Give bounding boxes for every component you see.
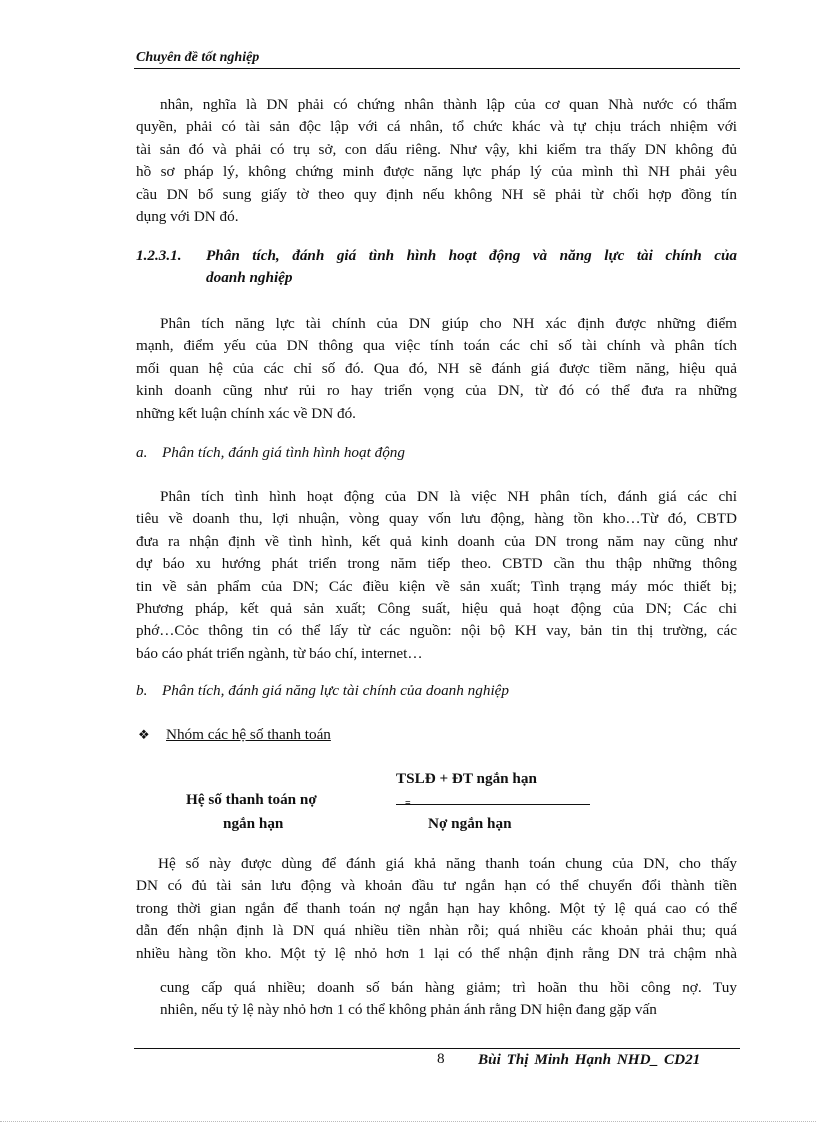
bullet-text: Nhóm các hệ số thanh toán	[166, 726, 331, 743]
text-line: cầu DN bổ sung giấy tờ theo quy định nếu không NH sẽ phải từ chối hợp đồng tín	[136, 185, 737, 203]
formula-equals-sign: =	[405, 798, 411, 809]
section-title-line2: doanh nghiệp	[206, 269, 293, 287]
text-line: phớ…Cỏc thông tin có thể lấy từ các nguồn: nội bộ KH vay, bản tin thị trường, các	[136, 622, 737, 640]
text-line: mạnh, điểm yếu của DN thông qua việc tính toán các chỉ số tài chính và phân tích	[136, 337, 737, 355]
header-rule	[134, 68, 740, 69]
paragraph-financial-capacity	[136, 313, 737, 425]
subsection-title: Phân tích, đánh giá tình hình hoạt động	[162, 444, 405, 461]
bullet-item-payment-ratios	[138, 726, 331, 744]
text-line: dẫn đến nhận định là DN quá nhiều tiền nhàn rỗi; quá nhiều các khoản phải thu; quá	[136, 922, 737, 940]
section-heading-1-2-3-1	[136, 245, 737, 290]
subsection-letter: b.	[136, 682, 148, 699]
fraction-bar	[396, 804, 590, 805]
text-line: kinh doanh cũng như rủi ro hay triển vọng của DN, từ đó có thể đưa ra những	[136, 382, 737, 400]
text-line: đưa ra nhận định về tình hình, kết quả kinh doanh của DN trong năm nay cũng như	[136, 532, 737, 550]
text-line: hồ sơ pháp lý, không chứng minh được năng lực pháp lý của mình thì NH phải yêu	[136, 163, 737, 181]
running-header-title: Chuyên đề tốt nghiệp	[136, 50, 260, 65]
section-title-line1: Phân tích, đánh giá tình hình hoạt động và năng lực tài chính của	[206, 247, 737, 264]
text-line: Phân tích tình hình hoạt động của DN là việc NH phân tích, đánh giá các chỉ	[160, 488, 737, 505]
text-line: nhiều hàng tồn kho. Một tỷ lệ nhỏ hơn 1 lại có thể nhận định rằng DN trả chậm nhà	[136, 944, 737, 962]
text-line: dụng với DN đó.	[136, 208, 239, 226]
subsection-heading-a	[136, 444, 405, 462]
text-line: báo cáo phát triển ngành, từ báo chí, internet…	[136, 644, 423, 662]
subsection-title: Phân tích, đánh giá năng lực tài chính của doanh nghiệp	[162, 682, 510, 699]
text-line: mối quan hệ của các chỉ số đó. Qua đó, NH sẽ đánh giá được tiềm năng, hiệu quả	[136, 359, 737, 377]
page-number: 8	[437, 1050, 445, 1067]
text-line: cung cấp quá nhiều; doanh số bán hàng giảm; trì hoãn thu hồi công nợ. Tuy	[160, 979, 737, 996]
paragraph-ratio-continued	[136, 977, 737, 1022]
text-line: Phân tích năng lực tài chính của DN giúp cho NH xác định được những điểm	[160, 315, 737, 332]
footer-rule	[134, 1048, 740, 1049]
subsection-heading-b	[136, 682, 509, 700]
formula-label-line2: ngắn hạn	[223, 815, 284, 832]
text-line: tin về sản phẩm của DN; Các điều kiện về sản xuất; Tình trạng máy móc thiết bị;	[136, 577, 737, 595]
text-line: DN có đủ tài sản lưu động và khoản đầu tư ngắn hạn có thể chuyển đổi thành tiền	[136, 877, 737, 895]
text-line: tài sản đó và phải có trụ sở, con dấu riêng. Như vậy, khi kiểm tra thấy DN không đủ	[136, 140, 737, 158]
text-line: nhân, nghĩa là DN phải có chứng nhân thành lập của cơ quan Nhà nước có thẩm	[160, 96, 737, 113]
formula-numerator: TSLĐ + ĐT ngắn hạn	[396, 770, 537, 787]
text-line: tiêu về doanh thu, lợi nhuận, vòng quay vốn lưu động, hàng tồn kho…Từ đó, CBTD	[136, 510, 737, 528]
paragraph-ratio-explanation	[136, 853, 737, 965]
paragraph-legal-status	[136, 94, 737, 228]
diamond-bullet-icon: ❖	[138, 727, 150, 742]
text-line: Phương pháp, kết quả sản xuất; Công suất, hiệu quả hoạt động của DN; Các chi	[136, 600, 737, 618]
formula-denominator: Nợ ngắn hạn	[428, 815, 512, 832]
text-line: dự báo xu hướng phát triển trong năm tiếp theo. CBTD cần thu thập những thông	[136, 555, 737, 573]
text-line: nhiên, nếu tỷ lệ này nhỏ hơn 1 có thể không phản ánh rằng DN hiện đang gặp vấn	[160, 1001, 657, 1019]
formula-label-line1: Hệ số thanh toán nợ	[186, 791, 317, 808]
text-line: quyền, phải có tài sản độc lập với cá nhân, tổ chức khác và tự chịu trách nhiệm với	[136, 118, 737, 136]
subsection-letter: a.	[136, 444, 148, 461]
section-number: 1.2.3.1.	[136, 247, 182, 264]
page-edge-divider	[0, 1121, 816, 1122]
paragraph-operation-analysis	[136, 486, 737, 665]
text-line: Hệ số này được dùng để đánh giá khả năng thanh toán chung của DN, cho thấy	[158, 855, 737, 872]
text-line: trong thời gian ngắn để thanh toán nợ ngắn hạn hay không. Một tỷ lệ quá cao có thể	[136, 899, 737, 917]
text-line: những kết luận chính xác về DN đó.	[136, 404, 356, 422]
footer-author: Bùi Thị Minh Hạnh NHD_ CD21	[478, 1051, 701, 1068]
